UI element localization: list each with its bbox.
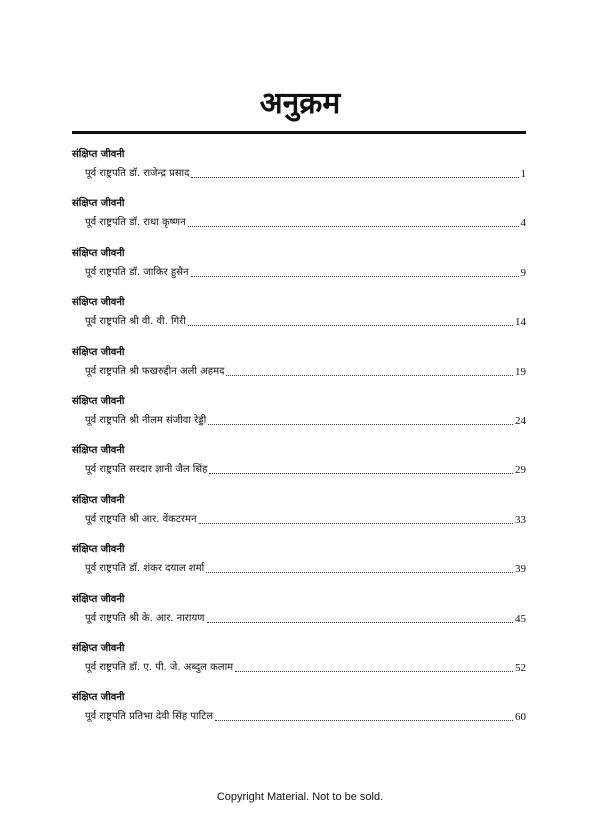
toc-entry [72, 494, 526, 543]
table-of-contents [72, 148, 526, 741]
dot-leader [188, 324, 513, 326]
toc-section-heading: संक्षिप्त जीवनी [72, 346, 125, 358]
dot-leader [188, 225, 519, 227]
toc-section-heading: संक्षिप्त जीवनी [72, 198, 125, 210]
toc-entry [72, 247, 526, 296]
toc-line[interactable] [85, 612, 526, 626]
toc-line[interactable] [85, 216, 526, 230]
toc-page-number: 39 [515, 563, 526, 576]
toc-section-heading: संक्षिप्त जीवनी [72, 642, 125, 654]
toc-line[interactable] [85, 710, 526, 724]
toc-page-number: 19 [515, 365, 526, 378]
toc-page-number: 24 [515, 414, 526, 427]
toc-section-heading: संक्षिप्त जीवनी [72, 494, 125, 506]
toc-section-heading: संक्षिप्त जीवनी [72, 297, 125, 309]
dot-leader [207, 621, 514, 623]
copyright-footer: Copyright Material. Not to be sold. [216, 791, 384, 803]
toc-entry [72, 395, 526, 444]
toc-section-heading: संक्षिप्त जीवनी [72, 395, 125, 407]
toc-entry-title: पूर्व राष्ट्रपति श्री नीलम संजीवा रेड्डी [85, 414, 207, 426]
toc-section-heading: संक्षिप्त जीवनी [72, 247, 125, 259]
toc-entry [72, 346, 526, 395]
toc-section-heading: संक्षिप्त जीवनी [72, 593, 125, 605]
toc-entry-title: पूर्व राष्ट्रपति श्री आर. वेंकटरमन [85, 513, 197, 525]
toc-entry-title: पूर्व राष्ट्रपति डॉ. शंकर दयाल शर्मा [85, 563, 205, 575]
toc-entry [72, 593, 526, 642]
toc-entry [72, 691, 526, 740]
dot-leader [191, 275, 519, 277]
toc-page-number: 52 [515, 661, 526, 674]
dot-leader [226, 374, 513, 376]
dot-leader [235, 670, 513, 672]
toc-page-number: 14 [515, 316, 526, 329]
toc-section-heading: संक्षिप्त जीवनी [72, 692, 125, 704]
toc-line[interactable] [85, 463, 526, 477]
toc-section-heading: संक्षिप्त जीवनी [72, 544, 125, 556]
dot-leader [191, 176, 518, 178]
toc-page-number: 29 [515, 464, 526, 477]
toc-page-number: 9 [520, 266, 526, 279]
title-rule [72, 131, 526, 134]
toc-page-number: 33 [515, 513, 526, 526]
toc-entry-title: पूर्व राष्ट्रपति प्रतिभा देवी सिंह पाटिल [85, 711, 214, 723]
toc-page-number: 60 [515, 711, 526, 724]
page-title: अनुक्रम [259, 86, 341, 121]
toc-line[interactable] [85, 315, 526, 329]
dot-leader [206, 571, 513, 573]
toc-section-heading: संक्षिप्त जीवनी [72, 445, 125, 457]
toc-page-number: 4 [520, 217, 526, 230]
toc-entry-title: पूर्व राष्ट्रपति डॉ. राधा कृष्णन [85, 217, 186, 229]
toc-line[interactable] [85, 266, 526, 280]
toc-entry-title: पूर्व राष्ट्रपति डॉ. ए. पी. जे. अब्दुल कलाम [85, 661, 234, 673]
dot-leader [209, 472, 513, 474]
toc-entry-title: पूर्व राष्ट्रपति श्री वी. वी. गिरी [85, 316, 186, 328]
dot-leader [199, 522, 513, 524]
toc-line[interactable] [85, 365, 526, 379]
toc-entry-title: पूर्व राष्ट्रपति श्री के. आर. नारायण [85, 612, 205, 624]
toc-entry [72, 444, 526, 493]
toc-section-heading: संक्षिप्त जीवनी [72, 149, 125, 160]
toc-entry-title: पूर्व राष्ट्रपति डॉ. राजेन्द्र प्रसाद [85, 168, 190, 179]
toc-entry-title: पूर्व राष्ट्रपति डॉ. जाकिर हुसैन [85, 266, 189, 278]
toc-entry [72, 642, 526, 691]
dot-leader [208, 423, 513, 425]
toc-page-number: 45 [515, 612, 526, 625]
toc-entry [72, 148, 526, 197]
toc-line[interactable] [85, 414, 526, 428]
toc-line[interactable] [85, 562, 526, 576]
toc-entry [72, 543, 526, 592]
toc-entry [72, 197, 526, 246]
toc-entry [72, 296, 526, 345]
toc-page-number: 1 [520, 168, 526, 180]
dot-leader [215, 719, 513, 721]
toc-line[interactable] [85, 661, 526, 675]
toc-line[interactable] [85, 513, 526, 527]
toc-line[interactable] [85, 167, 526, 181]
toc-entry-title: पूर्व राष्ट्रपति श्री फखरुद्दीन अली अहमद [85, 365, 225, 377]
toc-entry-title: पूर्व राष्ट्रपति सरदार ज्ञानी जैल सिंह [85, 464, 208, 476]
